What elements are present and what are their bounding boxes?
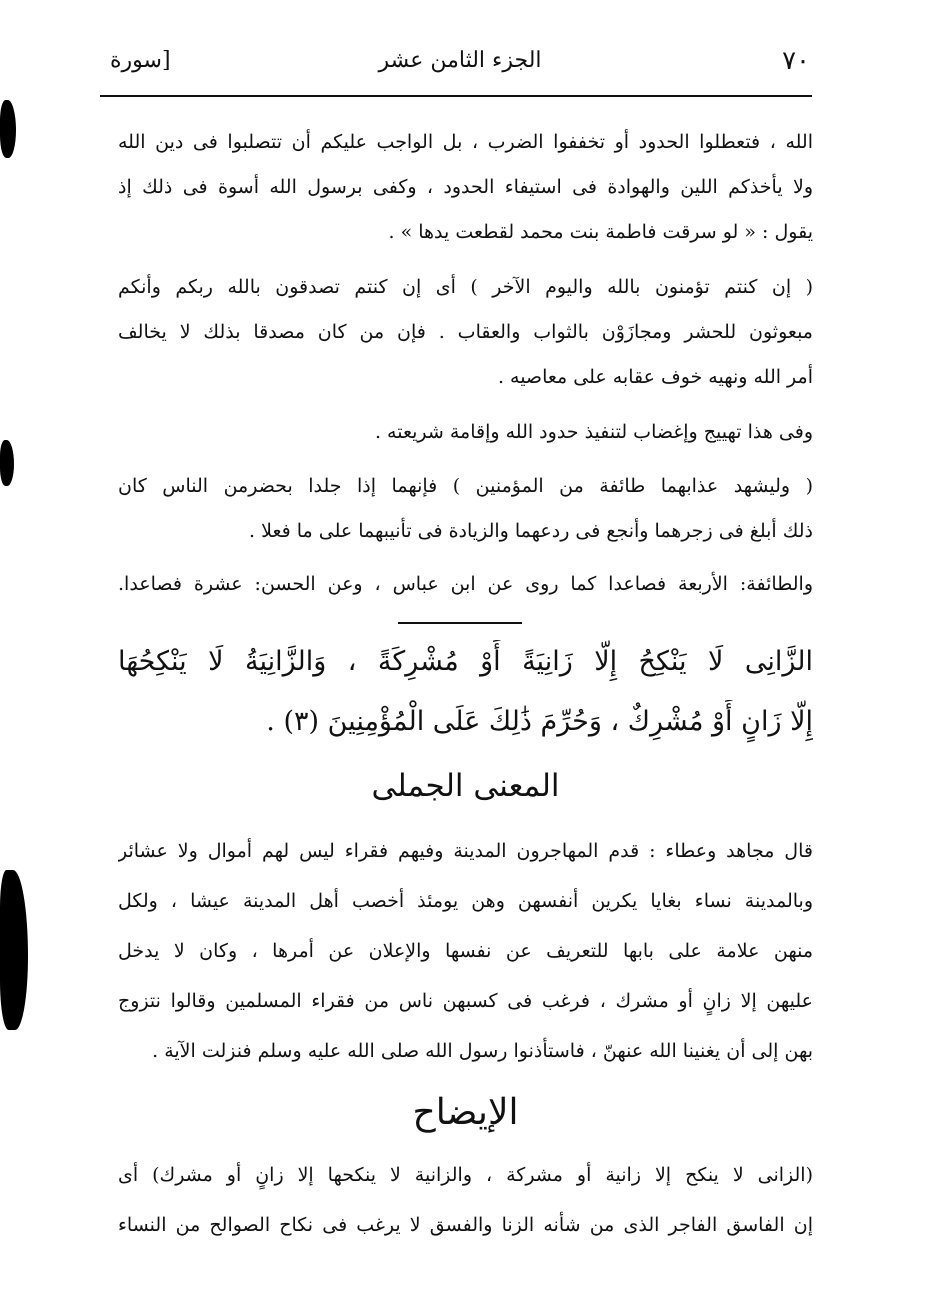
text-line: مبعوثون للحشر ومجازَوْن بالثواب والعقاب . فإن من كان مصدقا بذلك لا يخالف bbox=[118, 321, 813, 343]
text-line: والطائفة: الأربعة فصاعدا كما روى عن ابن عباس ، وعن الحسن: عشرة فصاعدا. bbox=[118, 573, 813, 595]
scan-shadow bbox=[0, 100, 16, 158]
verse-line: إِلَّا زَانٍ أَوْ مُشْرِكٌ ، وَحُرِّمَ ذَٰلِكَ عَلَى الْمُؤْمِنِينَ (٣) . bbox=[266, 706, 813, 737]
section-heading: الإيضاح bbox=[412, 1092, 519, 1133]
text-line: قال مجاهد وعطاء : قدم المهاجرون المدينة وفيهم فقراء ليس لهم أموال ولا عشائر bbox=[118, 840, 813, 862]
text-line: وبالمدينة نساء بغايا يكرين أنفسهن وهن يومئذ أخصب أهل المدينة عيشا ، ولكل bbox=[118, 890, 813, 912]
text-line: إن الفاسق الفاجر الذى من شأنه الزنا والفسق لا يرغب فى نكاح الصوالح من النساء bbox=[118, 1214, 813, 1236]
text-line: يقول : « لو سرقت فاطمة بنت محمد لقطعت يدها » . bbox=[388, 221, 813, 243]
text-line: ( وليشهد عذابهما طائفة من المؤمنين ) فإنهما إذا جلدا بحضرمن الناس كان bbox=[118, 475, 813, 497]
scan-shadow bbox=[0, 870, 28, 1030]
text-line: ذلك أبلغ فى زجرهما وأنجع فى ردعهما والزيادة فى تأنيبهما على ما فعلا . bbox=[249, 520, 813, 542]
text-line: الله ، فتعطلوا الحدود أو تخففوا الضرب ، بل الواجب عليكم أن تتصلبوا فى دين الله bbox=[118, 131, 813, 153]
page-number: ٧٠ bbox=[782, 46, 810, 76]
page-header bbox=[110, 44, 810, 84]
text-line: بهن إلى أن يغنينا الله عنهنّ ، فاستأذنوا رسول الله صلى الله عليه وسلم فنزلت الآية . bbox=[152, 1040, 813, 1062]
section-heading: المعنى الجملى bbox=[371, 768, 560, 804]
running-title: الجزء الثامن عشر bbox=[378, 48, 542, 73]
sura-label: [سورة bbox=[110, 48, 171, 73]
text-line: أمر الله ونهيه خوف عقابه على معاصيه . bbox=[497, 366, 813, 388]
text-line: منهن علامة على بابها للتعريف عن نفسها والإعلان عن أمرها ، وكان لا يدخل bbox=[118, 940, 813, 962]
header-rule bbox=[100, 95, 812, 97]
text-line: عليهن إلا زانٍ أو مشرك ، فرغب فى كسبهن ناس من فقراء المسلمين وقالوا نتزوج bbox=[118, 990, 813, 1012]
text-line: ولا يأخذكم اللين والهوادة فى استيفاء الحدود ، وكفى برسول الله أسوة فى ذلك إذ bbox=[118, 176, 813, 198]
text-line: ( إن كنتم تؤمنون بالله واليوم الآخر ) أى إن كنتم تصدقون بالله ربكم وأنكم bbox=[118, 276, 813, 298]
section-divider bbox=[398, 622, 522, 624]
text-line: وفى هذا تهييج وإغضاب لتنفيذ حدود الله وإقامة شريعته . bbox=[374, 421, 813, 443]
scan-shadow bbox=[0, 440, 14, 486]
text-line: (الزانى لا ينكح إلا زانية أو مشركة ، والزانية لا ينكحها إلا زانٍ أو مشرك) أى bbox=[118, 1164, 813, 1186]
verse-line: الزَّانِى لَا يَنْكِحُ إِلَّا زَانِيَةً أَوْ مُشْرِكَةً ، وَالزَّانِيَةُ لَا يَنْكِحُهَا bbox=[118, 646, 813, 677]
